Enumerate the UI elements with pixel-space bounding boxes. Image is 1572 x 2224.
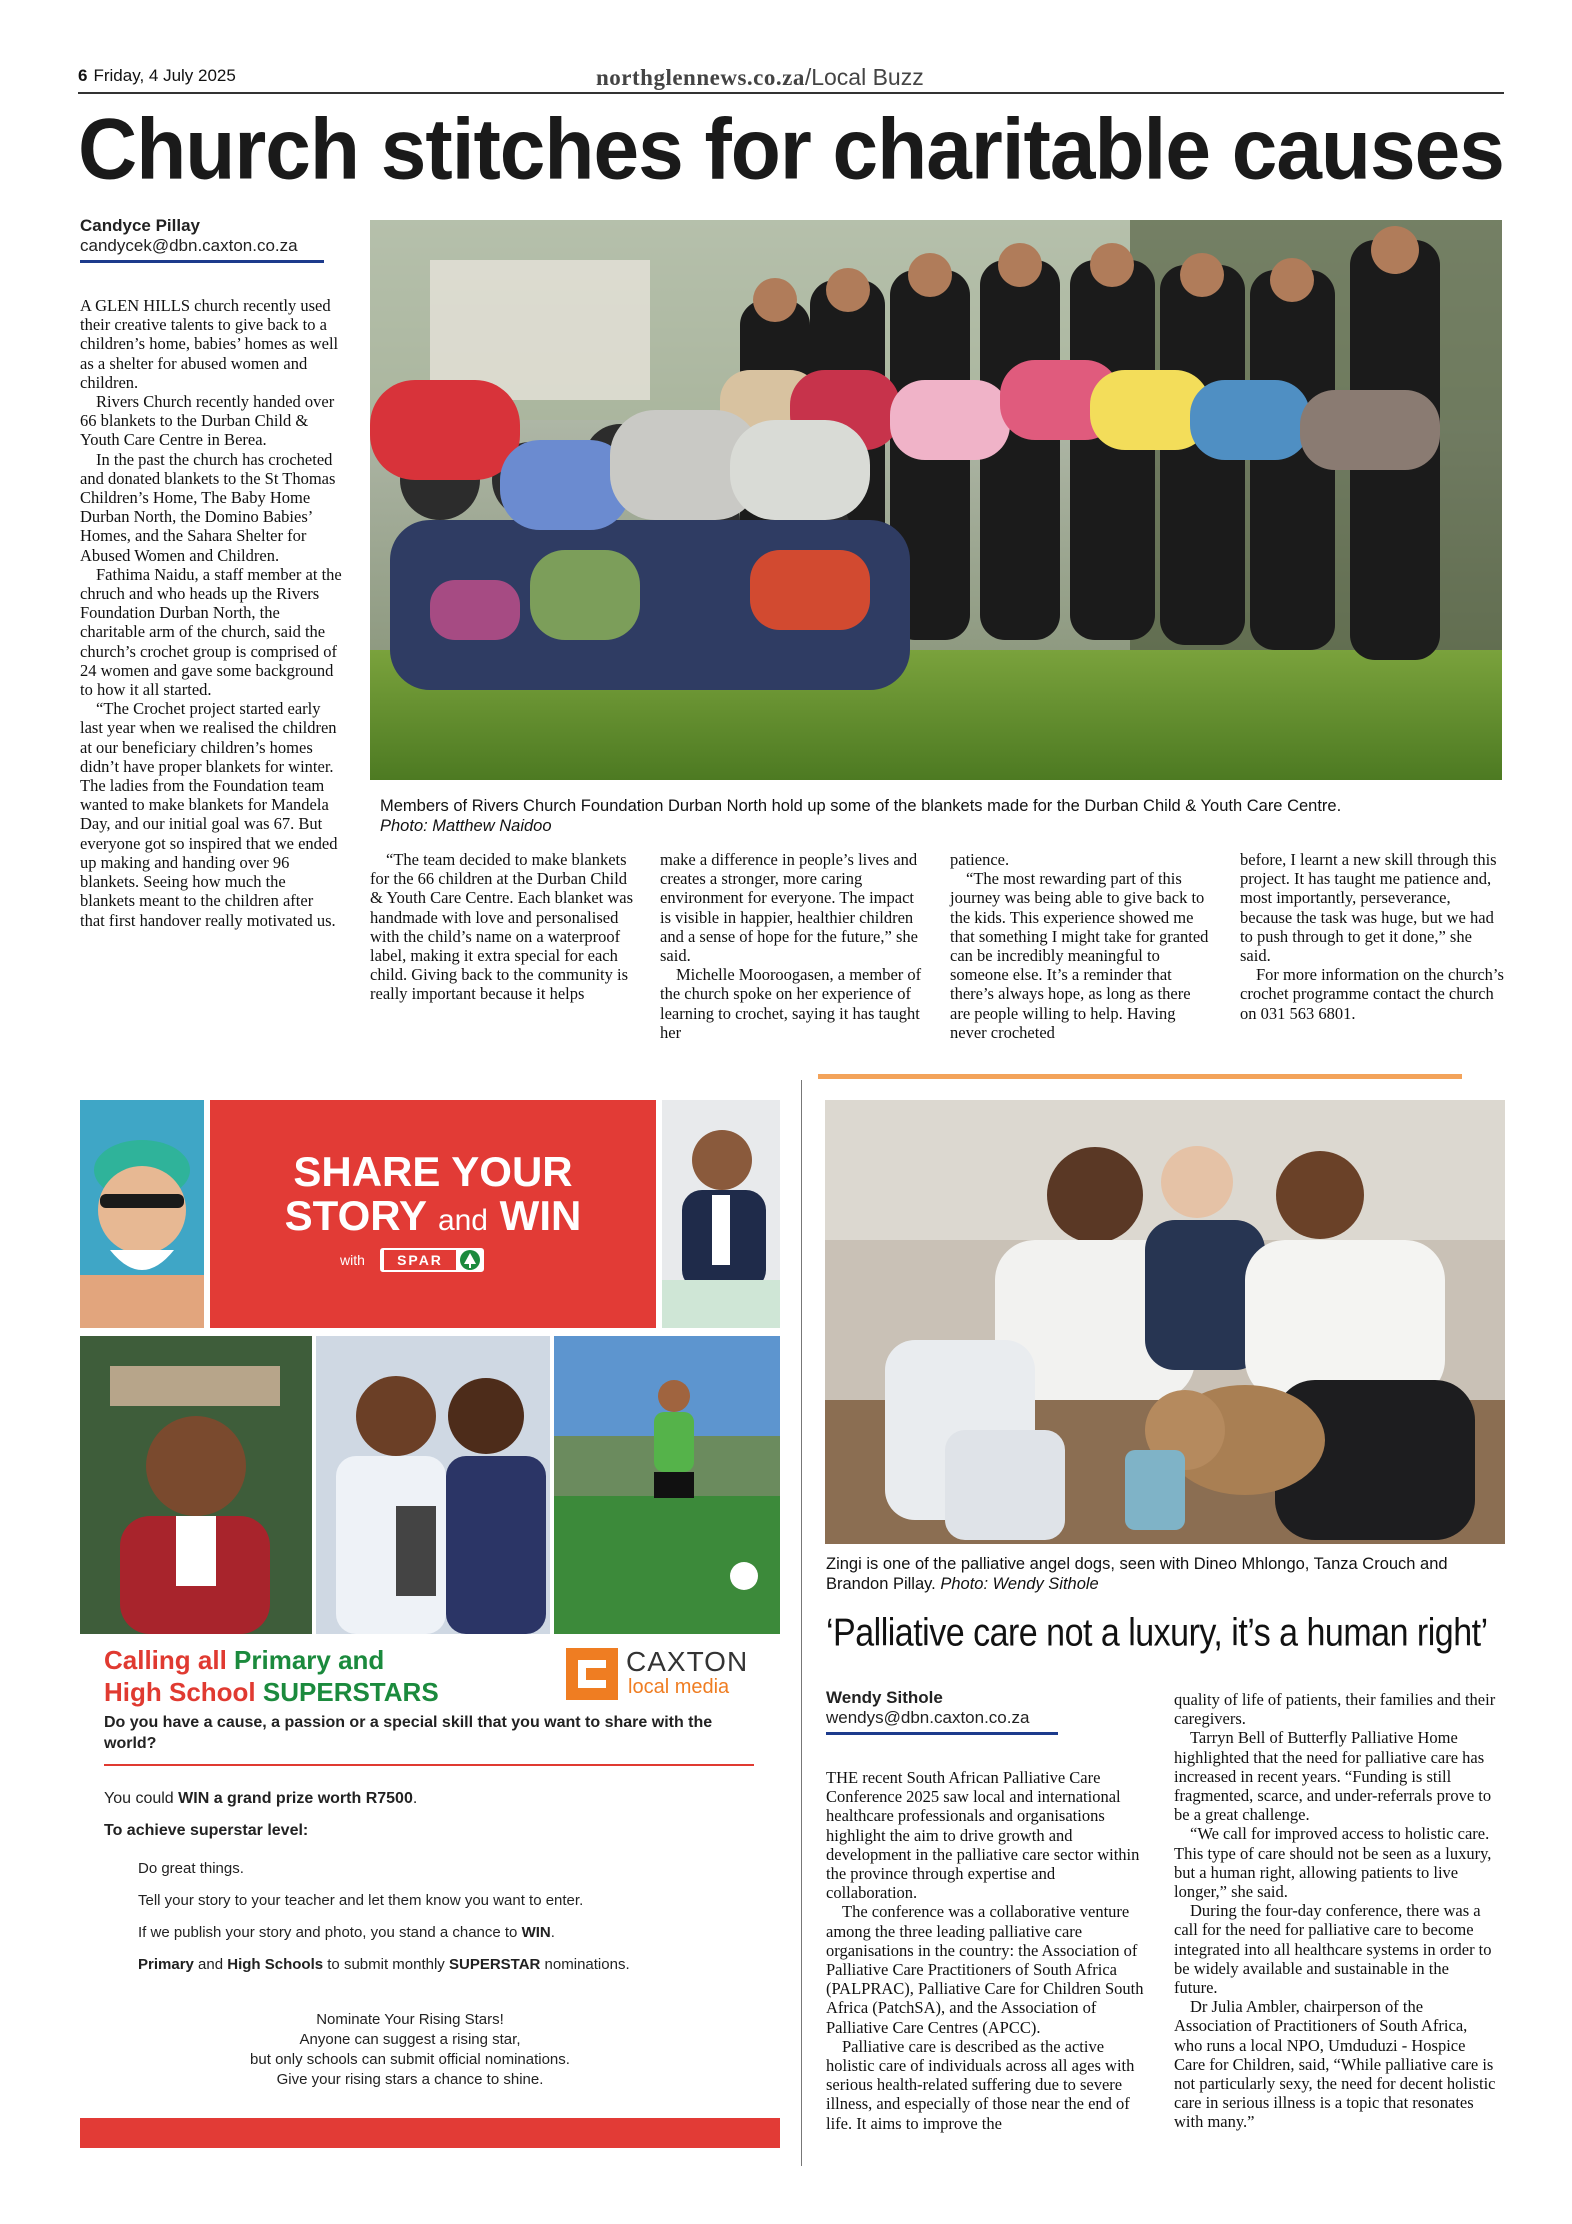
byline-2 [826, 1688, 1058, 1735]
paragraph: quality of life of patients, their families and their caregivers. [1174, 1690, 1496, 1729]
step-text: and [193, 1956, 228, 1973]
paragraph: Rivers Church recently handed over 66 blankets to the Durban Child & Youth Care Centre in Berea. [80, 392, 335, 450]
blankets-photo-illustration [370, 220, 1502, 780]
story-word: STORY [284, 1192, 427, 1239]
nominate-block [80, 2010, 740, 2090]
ad-title-panel [210, 1100, 656, 1328]
nominate-heading: Nominate Your Rising Stars! [316, 2011, 504, 2028]
ad-question: Do you have a cause, a passion or a special skill that you want to share with the world? [104, 1714, 713, 1752]
call-text: Calling all [104, 1645, 235, 1675]
achieve-heading: To achieve superstar level: [104, 1822, 309, 1839]
byline-rule [826, 1732, 1058, 1735]
photo-credit: Photo: Matthew Naidoo [380, 817, 552, 835]
spar-advertisement[interactable] [80, 1100, 780, 2182]
byline-rule [80, 260, 324, 263]
paragraph: The conference was a collaborative venture among the three leading palliative care organisations in the country: the Association of Palliative Care Practitioners of South Africa (PALPRAC), Palliative Care for Children South Africa (PatchSA), and the Association of Palliative Care Centres (APCC). [826, 1902, 1144, 2037]
article-headline: Church stitches for charitable causes [78, 101, 1504, 198]
paragraph: before, I learnt a new skill through this project. It has taught me patience and, most importantly, perseverance, because the task was huge, but we had to push through to get it done,” she said. [1240, 850, 1497, 966]
paragraph: For more information on the church’s crochet programme contact the church on 031 563 6801. [1240, 965, 1504, 1023]
paragraph: THE recent South African Palliative Care Conference 2025 saw local and international healthcare professionals and organisations highlight the aim to drive growth and development in the palliative care sector within the province through expertise and collaboration. [826, 1768, 1140, 1903]
step-bold: High Schools [227, 1956, 324, 1973]
step-text: nominations. [540, 1956, 630, 1973]
author-name: Wendy Sithole [826, 1688, 943, 1707]
caxton-wordmark: CAXTON [626, 1646, 749, 1677]
paragraph: Michelle Mooroogasen, a member of the church spoke on her experience of learning to crochet, saying it has taught her [660, 965, 922, 1042]
prize-text: . [412, 1790, 418, 1807]
accent-rule [818, 1074, 1462, 1079]
article2-headline: ‘Palliative care not a luxury, it’s a human right’ [826, 1611, 1488, 1655]
step-text: to submit monthly [323, 1956, 449, 1973]
and-word: and [437, 1204, 488, 1237]
paragraph: In the past the church has crocheted and donated blankets to the St Thomas Children’s Home, The Baby Home Durban North, the Domino Babies’ Homes, and the Sahara Shelter for Abused Women and Children. [80, 449, 336, 565]
spar-tree-icon [460, 1250, 480, 1270]
section-name: /Local Buzz [804, 64, 924, 90]
photo-caption-2 [826, 1554, 1506, 1594]
paragraph: make a difference in people’s lives and creates a stronger, more caring environment for everyone. The impact is visible in happier, healthier children and a sense of hope for the future,” she said. [660, 850, 918, 966]
blankets-photo [370, 220, 1502, 780]
article2-column-1 [826, 1768, 1148, 2133]
article1-column-4 [950, 850, 1214, 1042]
site-name[interactable]: northglennews.co.za [596, 65, 805, 90]
ad-title-line2 [210, 1194, 656, 1243]
step-3 [138, 1924, 555, 1941]
spar-logo [380, 1248, 484, 1272]
step-bold: Primary [138, 1956, 194, 1973]
article1-column-3 [660, 850, 924, 1042]
article1-column-5 [1240, 850, 1504, 1023]
photo-caption-1 [380, 796, 1500, 836]
header-rule [78, 92, 1504, 94]
step-text: If we publish your story and photo, you stand a chance to [138, 1924, 522, 1941]
column-divider [801, 1080, 802, 2166]
soccer-illustration [554, 1336, 780, 1634]
paragraph: “We call for improved access to holistic care. This type of care should not be seen as a luxury, but a human right, allowing patients to live longer,” she said. [1174, 1824, 1492, 1902]
reading-girl-photo [80, 1336, 312, 1634]
local-media-text: local media [628, 1676, 730, 1698]
student-writing-photo [662, 1100, 780, 1328]
caption-text: Members of Rivers Church Foundation Durban North hold up some of the blankets made for the Durban Child & Youth Care Centre. [380, 797, 1342, 815]
prize-amount: WIN a grand prize worth R7500 [178, 1790, 413, 1807]
step-4 [138, 1956, 630, 1973]
paragraph: Tarryn Bell of Butterfly Palliative Home highlighted that the need for palliative care has increased in recent years. “Funding is still fragmented, scarce, and under-referrals prove to be a great challenge. [1174, 1728, 1492, 1825]
author-email[interactable]: candycek@dbn.caxton.co.za [80, 236, 298, 255]
author-name: Candyce Pillay [80, 216, 201, 235]
article1-column-1 [80, 296, 342, 930]
step-2: Tell your story to your teacher and let them know you want to enter. [138, 1892, 584, 1909]
nominate-line: but only schools can submit official nominations. [250, 2051, 570, 2068]
issue-date: Friday, 4 July 2025 [93, 66, 236, 85]
angel-dog-illustration [825, 1100, 1505, 1544]
student-illustration [662, 1100, 780, 1328]
soccer-photo [554, 1336, 780, 1634]
ad-footer-bar [80, 2118, 780, 2148]
nominate-line: Anyone can suggest a rising star, [299, 2031, 521, 2048]
photo-credit: Photo: Wendy Sithole [940, 1575, 1099, 1593]
paragraph: “The team decided to make blankets for the 66 children at the Durban Child & Youth Care Centre. Each blanket was handmade with love and personalised with the child’s name on a waterproof label, making it extra special for each child. Giving back to the community is really important because it helps [370, 850, 634, 1004]
ad-prize-line [104, 1790, 417, 1808]
page-number-date [78, 66, 236, 86]
angel-dog-photo [825, 1100, 1505, 1544]
paragraph: “The most rewarding part of this journey was being able to give back to the kids. This experience showed me that something I might take for granted can be incredibly meaningful to someone else. It’s a reminder that there’s always hope, as long as there are people willing to help. Having never crocheted [950, 869, 1209, 1042]
masthead [596, 64, 924, 91]
ad-divider [104, 1764, 754, 1766]
call-highlight: SUPERSTARS [262, 1677, 439, 1707]
step-bold: SUPERSTAR [448, 1956, 541, 1973]
ad-call-heading [104, 1644, 439, 1708]
step-bold: WIN [521, 1924, 551, 1941]
caxton-logo [566, 1644, 766, 1704]
caption-text: Zingi is one of the palliative angel dogs, seen with Dineo Mhlongo, Tanza Crouch and Brandon Pillay. [826, 1555, 1448, 1593]
caxton-icon [566, 1648, 618, 1700]
with-label: with [340, 1252, 365, 1268]
paragraph: A GLEN HILLS church recently used their creative talents to give back to a children’s home, babies’ homes as well as a shelter for abused women and children. [80, 296, 339, 392]
paragraph: Fathima Naidu, a staff member at the chruch and who heads up the Rivers Foundation Durban North, the charitable arm of the church, said the church’s crochet group is comprised of 24 women and gave some background to how it all started. [80, 564, 342, 700]
step-1: Do great things. [138, 1860, 244, 1877]
ad-title-line1: SHARE YOUR [293, 1148, 573, 1195]
science-illustration [316, 1336, 550, 1634]
win-word: WIN [499, 1192, 582, 1239]
science-students-photo [316, 1336, 550, 1634]
call-text: High School [104, 1677, 263, 1707]
paragraph: patience. [950, 850, 1010, 869]
swimmer-photo [80, 1100, 204, 1328]
article2-column-2 [1174, 1690, 1496, 2132]
prize-text: You could [104, 1790, 179, 1807]
article1-column-2 [370, 850, 634, 1004]
paragraph: “The Crochet project started early last year when we realised the children at our beneficiary children’s homes didn’t have proper blankets for winter. The ladies from the Foundation team wanted to make blankets for Mandela Day, and our initial goal was 67. But everyone got so inspired that we ended up making and handing over 96 blankets. Seeing how much the blankets meant to the children after that first handover really motivated us. [80, 699, 338, 930]
nominate-line: Give your rising stars a chance to shine. [276, 2071, 544, 2088]
byline [80, 216, 324, 263]
paragraph: Dr Julia Ambler, chairperson of the Association of Practitioners of South Africa, who runs a local NPO, Umduduzi - Hospice Care for Children, said, “While palliative care is not particularly sexy, the need for decent holistic care in serious illness is a topic that resonates with many.” [1174, 1997, 1496, 2132]
page-number: 6 [78, 66, 88, 85]
step-text: . [550, 1924, 555, 1941]
spar-wordmark: SPAR [384, 1250, 456, 1270]
paragraph: During the four-day conference, there was a call for the need for palliative care to become integrated into all healthcare systems in order to be widely available and sustainable in the future. [1174, 1901, 1492, 1998]
author-email[interactable]: wendys@dbn.caxton.co.za [826, 1708, 1030, 1727]
swimmer-illustration [80, 1100, 204, 1328]
call-highlight: Primary and [234, 1645, 385, 1675]
reading-girl-illustration [80, 1336, 312, 1634]
paragraph: Palliative care is described as the active holistic care of individuals across all ages with serious health-related suffering due to severe illness, and especially of those near the end of life. It aims to improve the [826, 2036, 1135, 2133]
